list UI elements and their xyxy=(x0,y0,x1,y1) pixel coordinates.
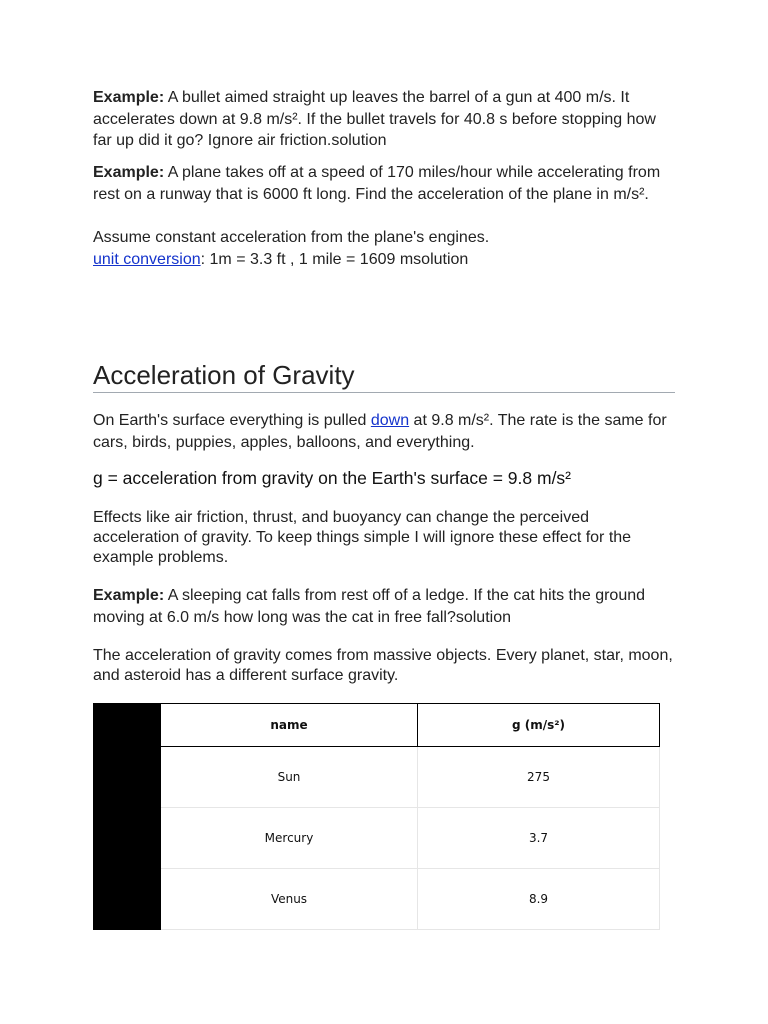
gravity-table xyxy=(161,703,660,930)
earth-text-after: at 9.8 m/s². The rate is the same for cars, birds, puppies, apples, balloons, and everything. xyxy=(93,412,667,451)
table-row xyxy=(161,808,660,869)
column-header-name: name xyxy=(161,704,418,747)
example-cat-paragraph xyxy=(93,585,675,628)
table-cell-g: 275 xyxy=(418,747,660,808)
example-label: Example: xyxy=(93,89,165,106)
example-text: A bullet aimed straight up leaves the barrel of a gun at 400 m/s. It accelerates down at 9.8 m/s². If the bullet travels for 40.8 s before stopping how far up did it go? Ignore air friction.solution xyxy=(93,89,656,149)
table-cell-name: Sun xyxy=(161,747,418,808)
gravity-table-container xyxy=(93,703,660,930)
example-label: Example: xyxy=(93,587,165,604)
effects-paragraph: Effects like air friction, thrust, and buoyancy can change the perceived acceleration of gravity. To keep things simple I will ignore these effect for the example problems. xyxy=(93,509,632,566)
massive-objects-paragraph: The acceleration of gravity comes from massive objects. Every planet, star, moon, and asteroid has a different surface gravity. xyxy=(93,647,673,684)
example-label: Example: xyxy=(93,164,165,181)
table-row xyxy=(161,747,660,808)
table-cell-g: 3.7 xyxy=(418,808,660,869)
table-row xyxy=(161,869,660,930)
table-cell-g: 8.9 xyxy=(418,869,660,930)
table-side-block xyxy=(93,703,161,930)
example-text: A sleeping cat falls from rest off of a ledge. If the cat hits the ground moving at 6.0 m/s how long was the cat in free fall?solution xyxy=(93,587,646,626)
example-bullet-paragraph xyxy=(93,87,675,152)
table-cell-name: Mercury xyxy=(161,808,418,869)
assume-paragraph: Assume constant acceleration from the plane's engines. xyxy=(93,229,490,246)
example-plane-paragraph xyxy=(93,162,675,205)
table-header-row xyxy=(161,704,660,747)
column-header-g: g (m/s²) xyxy=(418,704,660,747)
unit-conversion-text: : 1m = 3.3 ft , 1 mile = 1609 msolution xyxy=(200,251,469,268)
earth-text-before: On Earth's surface everything is pulled xyxy=(93,412,371,429)
down-link[interactable]: down xyxy=(370,412,410,429)
section-heading: Acceleration of Gravity xyxy=(93,358,675,393)
example-text: A plane takes off at a speed of 170 miles/hour while accelerating from rest on a runway that is 6000 ft long. Find the acceleration of the plane in m/s². xyxy=(93,164,661,203)
unit-conversion-link[interactable]: unit conversion xyxy=(93,251,201,268)
table-cell-name: Venus xyxy=(161,869,418,930)
earth-surface-paragraph xyxy=(93,410,675,453)
gravity-formula: g = acceleration from gravity on the Earth's surface = 9.8 m/s² xyxy=(93,468,572,488)
unit-conversion-paragraph xyxy=(93,249,675,271)
